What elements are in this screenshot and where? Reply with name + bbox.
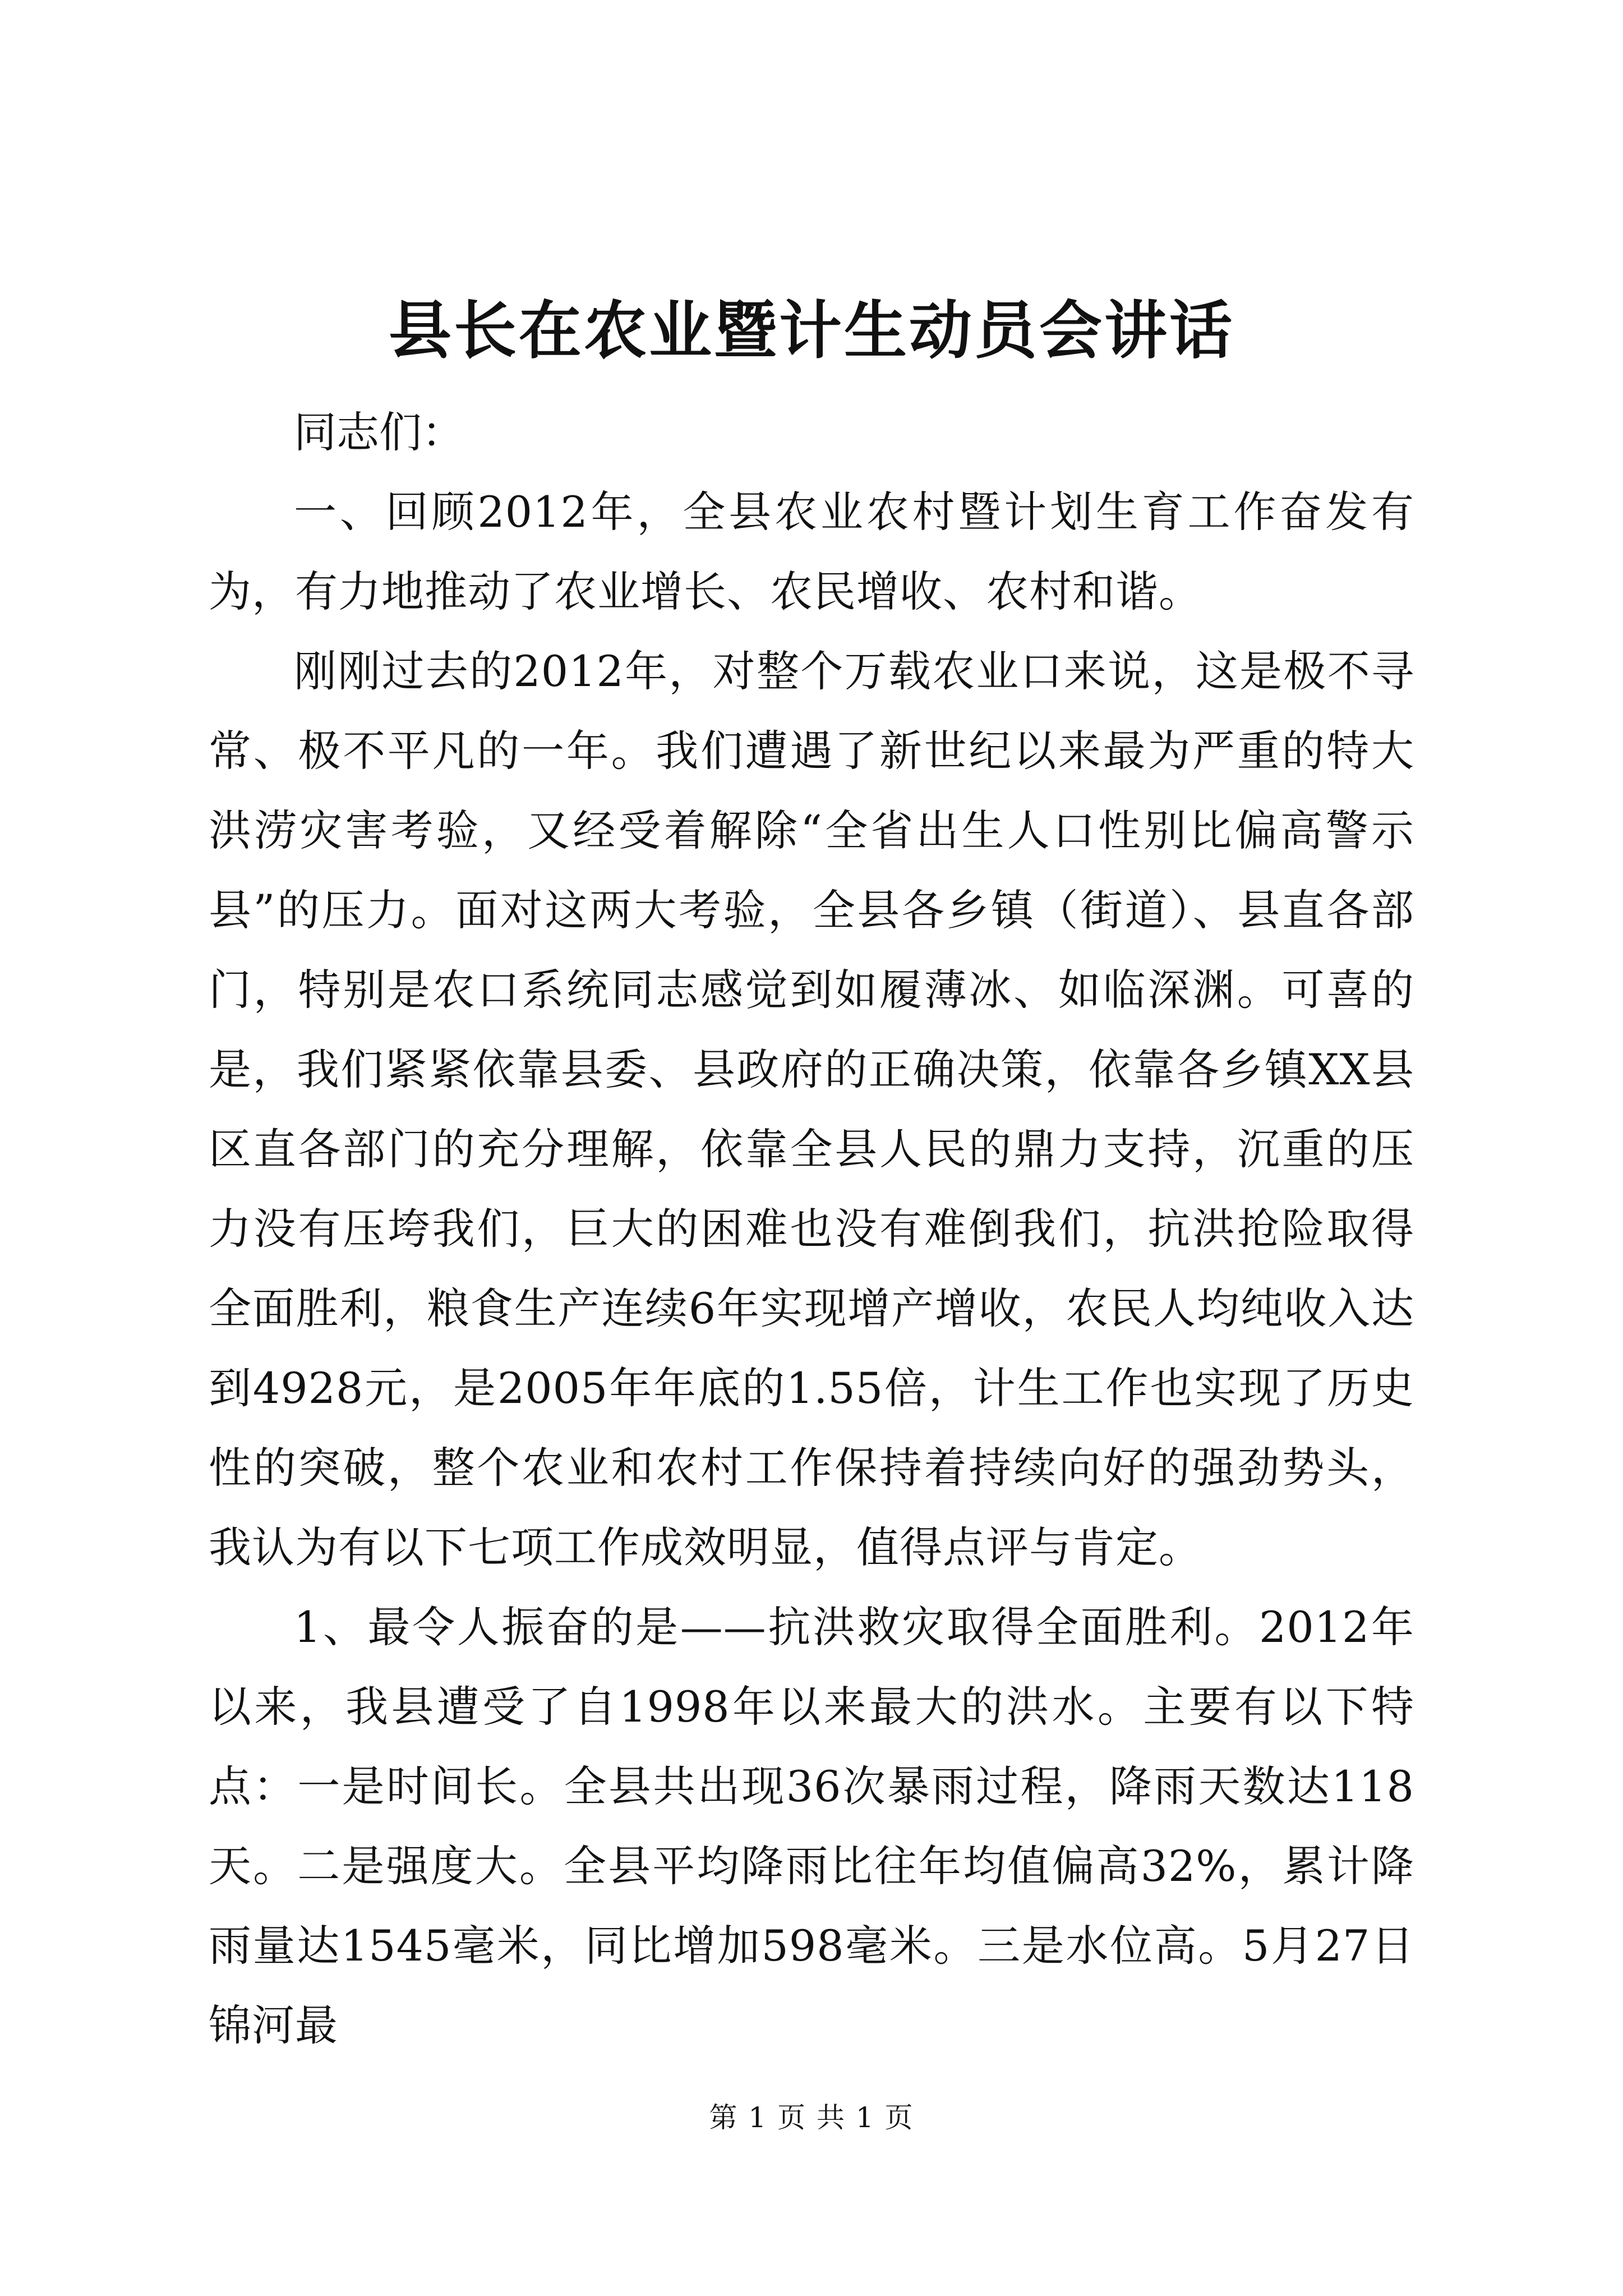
- paragraph-past-year: 刚刚过去的2012年，对整个万载农业口来说，这是极不寻常、极不平凡的一年。我们遭遇了新世纪以来最为严重的特大洪涝灾害考验，又经受着解除“全省出生人口性别比偏高警示县”的压力。面对这两大考验，全县各乡镇（街道）、县直各部门，特别是农口系统同志感觉到如履薄冰、如临深渊。可喜的是，我们紧紧依靠县委、县政府的正确决策，依靠各乡镇XX县区直各部门的充分理解，依靠全县人民的鼎力支持，沉重的压力没有压垮我们，巨大的困难也没有难倒我们，抗洪抢险取得全面胜利，粮食生产连续6年实现增产增收，农民人均纯收入达到4928元，是2005年年底的1.55倍，计生工作也实现了历史性的突破，整个农业和农村工作保持着持续向好的强劲势头，我认为有以下七项工作成效明显，值得点评与肯定。: [209, 646, 1414, 1572]
- document-body: [209, 393, 1414, 2065]
- greeting: 同志们：: [294, 407, 464, 457]
- page-footer: 第 1 页 共 1 页: [709, 2101, 914, 2134]
- document-title: 县长在农业暨计生动员会讲话: [389, 294, 1234, 367]
- paragraph-review: 一、回顾2012年，全县农业农村暨计划生育工作奋发有为，有力地推动了农业增长、农民增收、农村和谐。: [209, 487, 1414, 616]
- paragraph-flood-relief: 1、最令人振奋的是——抗洪救灾取得全面胜利。2012年以来，我县遭受了自1998年以来最大的洪水。主要有以下特点：一是时间长。全县共出现36次暴雨过程，降雨天数达118天。二是强度大。全县平均降雨比往年均值偏高32%，累计降雨量达1545毫米，同比增加598毫米。三是水位高。5月27日锦河最: [209, 1602, 1414, 2050]
